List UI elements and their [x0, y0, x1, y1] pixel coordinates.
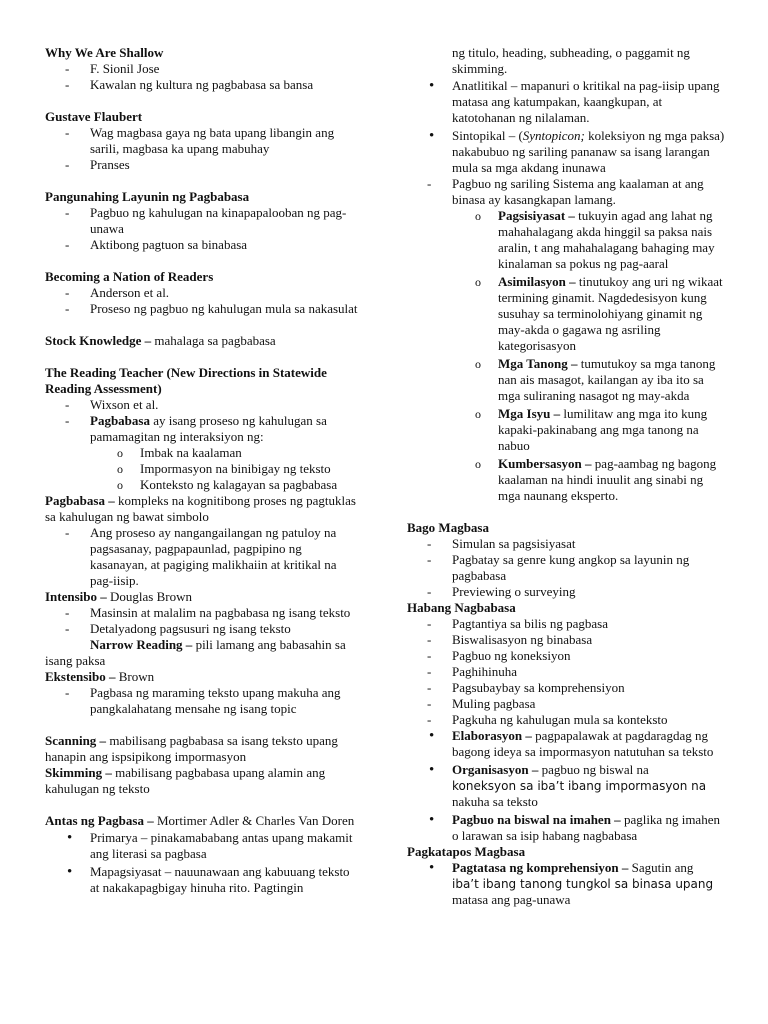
list-item: • Primarya – pinakamababang antas upang makamit ang literasi sa pagbasa	[45, 830, 360, 862]
section-heading: Habang Nagbabasa	[407, 600, 516, 615]
list-item-text: koleksiyon ng mga paksa) nakabubuo ng sariling pananaw sa isang larangan mula sa mga akdang inunawa	[452, 128, 725, 175]
list-item: • Anatlitikal – mapanuri o kritikal na pag-iisip upang matasa ang katumpakan, kaangkupan, at katotohanan ng nilalaman.	[407, 78, 725, 126]
term-label: Pagsisiyasat –	[498, 208, 575, 223]
term-definition: pag-aambag ng bagong kaalaman na hindi inuulit ang sinabi ng mga naunang eksperto.	[498, 456, 717, 503]
list-item: o Impormasyon na binibigay ng teksto	[45, 461, 360, 477]
list-item	[407, 128, 725, 176]
list-item: - Biswalisasyon ng binabasa	[407, 632, 725, 648]
term-definition: pagpapalawak at pagdaragdag ng bagong ideya sa impormasyon natutuhan sa teksto	[452, 728, 714, 759]
bullet-list	[407, 728, 725, 844]
list-item: - Pagbuo ng kahulugan na kinapapalooban ng pag-unawa	[45, 205, 360, 237]
term-label: Ekstensibo –	[45, 669, 116, 684]
dash-list	[45, 285, 360, 317]
list-item: - Pagsubaybay sa komprehensiyon	[407, 680, 725, 696]
section-stock-knowledge	[45, 333, 360, 349]
term-definition: mabilisang pagbabasa sa isang teksto upang hanapin ang ispsipikong impormasyon	[45, 733, 338, 764]
term-label: Intensibo –	[45, 589, 107, 604]
list-item: - Paghihinuha	[407, 664, 725, 680]
list-item	[407, 274, 725, 354]
term-definition: Mortimer Adler & Charles Van Doren	[153, 813, 355, 828]
list-item: - Muling pagbasa	[407, 696, 725, 712]
section-why-we-are-shallow	[45, 45, 360, 93]
list-item: - Kawalan ng kultura ng pagbabasa sa bansa	[45, 77, 360, 93]
term-definition: nakuha sa teksto	[452, 794, 538, 809]
section-heading: Gustave Flaubert	[45, 109, 143, 124]
term-definition: Sagutin ang	[628, 860, 694, 875]
section-intensibo	[45, 589, 360, 669]
list-item: o Imbak na kaalaman	[45, 445, 360, 461]
term-label: Asimilasyon –	[498, 274, 576, 289]
circle-list	[407, 208, 725, 504]
definition-line	[45, 589, 360, 605]
term-definition: kompleks na kognitibong proses ng pagtuklas sa kahulugan ng bawat simbolo	[45, 493, 356, 524]
term-label: Pagbabasa	[90, 413, 150, 428]
term-definition: iba’t ibang tanong tungkol sa binasa upang	[452, 877, 714, 891]
dash-list	[407, 536, 725, 600]
list-item: - Pagbasa ng maraming teksto upang makuha ang pangkalahatang mensahe ng isang topic	[45, 685, 360, 717]
list-item	[407, 860, 725, 908]
section-pagkatapos-magbasa	[407, 844, 725, 908]
list-item: - Pagbatay sa genre kung angkop sa layunin ng pagbabasa	[407, 552, 725, 584]
section-ekstensibo	[45, 669, 360, 717]
list-item	[407, 812, 725, 844]
list-item	[407, 406, 725, 454]
term-label: Organisasyon –	[452, 762, 539, 777]
list-item: - F. Sionil Jose	[45, 61, 360, 77]
section-heading: Becoming a Nation of Readers	[45, 269, 214, 284]
term-label: Narrow Reading –	[90, 637, 193, 652]
term-label: Mga Isyu –	[498, 406, 561, 421]
list-item	[407, 728, 725, 760]
list-item-emphasis: Syntopicon;	[522, 128, 585, 143]
term-definition: Brown	[115, 669, 155, 684]
bullet-list	[407, 78, 725, 176]
term-definition: mahalaga sa pagbabasa	[151, 333, 276, 348]
list-item	[407, 208, 725, 272]
term-label: Pagbabasa –	[45, 493, 115, 508]
section-pangunahing-layunin	[45, 189, 360, 253]
list-item: o Konteksto ng kalagayan sa pagbabasa	[45, 477, 360, 493]
term-definition: matasa ang pag-unawa	[452, 892, 571, 907]
dash-list	[407, 616, 725, 728]
term-definition: mabilisang pagbabasa upang alamin ang kahulugan ng teksto	[45, 765, 326, 796]
list-item	[45, 413, 360, 445]
list-item: - Pranses	[45, 157, 360, 173]
continuation-text: ng titulo, heading, subheading, o paggamit ng skimming.	[452, 45, 690, 76]
term-definition: tinutukoy ang uri ng wikaat termining ginamit. Nagdedesisyon kung susuhay sa terminolohiyang ginamit ng may-akda o gagawa ng asriling kategorisasyon	[498, 274, 723, 353]
dash-list	[407, 176, 725, 208]
definition-line	[45, 813, 360, 829]
list-item: - Previewing o surveying	[407, 584, 725, 600]
section-heading: Bago Magbasa	[407, 520, 489, 535]
term-label: Scanning –	[45, 733, 107, 748]
list-item: - Wixson et al.	[45, 397, 360, 413]
dash-list	[45, 685, 360, 717]
section-nation-of-readers	[45, 269, 360, 317]
list-item: - Simulan sa pagsisiyasat	[407, 536, 725, 552]
list-item	[407, 356, 725, 404]
term-definition: ay isang proseso ng kahulugan sa pamamagitan ng interaksiyon ng:	[90, 413, 327, 444]
list-item: - Proseso ng pagbuo ng kahulugan mula sa nakasulat	[45, 301, 360, 317]
dash-list	[45, 205, 360, 253]
list-item-text: Sintopikal – (	[452, 128, 523, 143]
section-reading-teacher	[45, 365, 360, 493]
section-antas-ng-pagbasa	[45, 813, 360, 896]
term-definition: paglika ng imahen o larawan sa isip habang nagbabasa	[452, 812, 720, 843]
term-label: Kumbersasyon –	[498, 456, 592, 471]
list-item: • Mapagsiyasat – nauunawaan ang kabuuang teksto at nakakapagbigay hinuha rito. Pagtingin	[45, 864, 360, 896]
list-item: - Pagbuo ng koneksiyon	[407, 648, 725, 664]
section-heading: Pagkatapos Magbasa	[407, 844, 526, 859]
list-item: - Aktibong pagtuon sa binabasa	[45, 237, 360, 253]
term-definition: Douglas Brown	[106, 589, 192, 604]
section-bago-magbasa	[407, 520, 725, 600]
bullet-list	[407, 860, 725, 908]
list-item: - Pagbuo ng sariling Sistema ang kaalaman at ang binasa ay kasangkapan lamang.	[407, 176, 725, 208]
section-skimming	[45, 765, 360, 797]
narrow-reading-line	[45, 637, 360, 669]
term-label: Mga Tanong –	[498, 356, 578, 371]
section-heading: Why We Are Shallow	[45, 45, 164, 60]
term-definition: koneksyon sa iba’t ibang impormasyon na	[452, 779, 707, 793]
definition-line	[45, 493, 360, 525]
dash-list	[45, 605, 360, 637]
list-item	[407, 762, 725, 810]
dash-list	[45, 525, 360, 589]
term-definition: pili lamang ang babasahin sa isang paksa	[45, 637, 346, 668]
list-item: - Anderson et al.	[45, 285, 360, 301]
term-label: Pagtatasa ng komprehensiyon –	[452, 860, 629, 875]
section-pagbabasa	[45, 493, 360, 589]
dash-list	[45, 125, 360, 173]
right-column	[407, 45, 725, 908]
section-heading: The Reading Teacher (New Directions in Statewide Reading Assessment)	[45, 365, 327, 396]
list-item: - Pagtantiya sa bilis ng pagbasa	[407, 616, 725, 632]
list-item: - Masinsin at malalim na pagbabasa ng isang teksto	[45, 605, 360, 621]
definition-line	[45, 669, 360, 685]
list-item	[407, 456, 725, 504]
term-definition: pagbuo ng biswal na	[538, 762, 649, 777]
term-definition: lumilitaw ang mga ito kung kapaki-pakinabang ang mga tanong na nabuo	[498, 406, 708, 453]
term-label: Skimming –	[45, 765, 112, 780]
term-label: Elaborasyon –	[452, 728, 532, 743]
term-definition: tumutukoy sa mga tanong nan ais masagot, kailangan ay iba ito sa mga suliraning nasagot ng may-akda	[498, 356, 716, 403]
term-label: Pagbuo na biswal na imahen –	[452, 812, 621, 827]
section-scanning	[45, 733, 360, 765]
dash-list	[45, 397, 360, 445]
left-column	[45, 45, 360, 896]
list-item: - Ang proseso ay nangangailangan ng patuloy na pagsasanay, pagpapaunlad, pagpipino ng kasanayan, at pagiging malikhaiin at kritikal na pag-iisip.	[45, 525, 360, 589]
list-item: - Detalyadong pagsusuri ng isang teksto	[45, 621, 360, 637]
section-habang-nagbabasa	[407, 600, 725, 844]
list-item: - Pagkuha ng kahulugan mula sa konteksto	[407, 712, 725, 728]
bullet-list	[45, 830, 360, 896]
term-definition: tukuyin agad ang lahat ng mahahalagang akda hinggil sa paksa nais aralin, t ang mahahalagang bahaging may kinalaman sa pokus ng pag-aaral	[498, 208, 715, 271]
dash-list	[45, 61, 360, 93]
list-item: - Wag magbasa gaya ng bata upang libangin ang sarili, magbasa ka upang mabuhay	[45, 125, 360, 157]
circle-list	[45, 445, 360, 493]
section-gustave-flaubert	[45, 109, 360, 173]
term-label: Stock Knowledge –	[45, 333, 152, 348]
term-label: Antas ng Pagbasa –	[45, 813, 154, 828]
section-heading: Pangunahing Layunin ng Pagbabasa	[45, 189, 250, 204]
